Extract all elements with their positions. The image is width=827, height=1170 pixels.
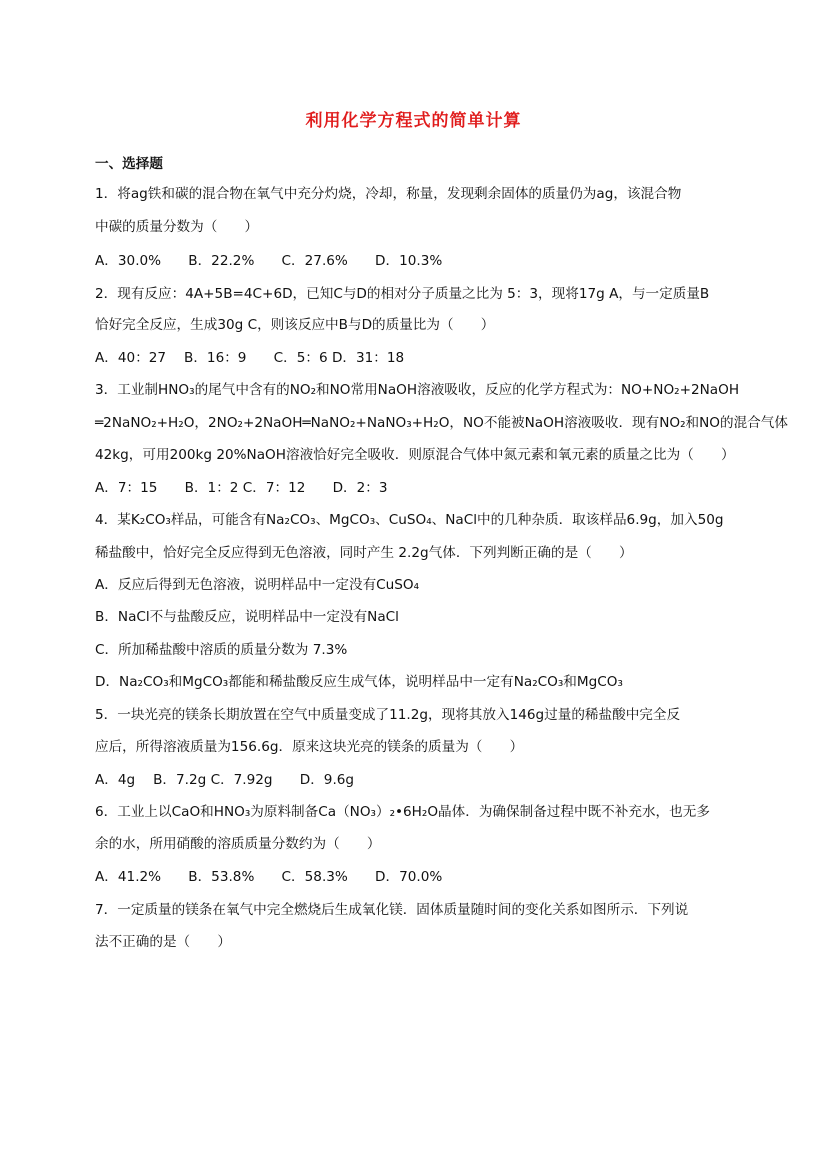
section-heading: 一、选择题 — [95, 156, 163, 172]
question-4-option-b: B．NaCl不与盐酸反应，说明样品中一定没有NaCl — [95, 609, 399, 625]
question-4-option-a: A．反应后得到无色溶液，说明样品中一定没有CuSO₄ — [95, 577, 420, 593]
question-3-line-1: 3．工业制HNO₃的尾气中含有的NO₂和NO常用NaOH溶液吸收，反应的化学方程式为：NO+NO₂+2NaOH — [95, 382, 740, 398]
question-5-line-2: 应后，所得溶液质量为156.6g．原来这块光亮的镁条的质量为（ ） — [95, 739, 524, 755]
question-6-options: A．41.2% B．53.8% C．58.3% D．70.0% — [95, 869, 443, 885]
question-4-line-1: 4．某K₂CO₃样品，可能含有Na₂CO₃、MgCO₃、CuSO₄、NaCl中的几种杂质．取该样品6.9g，加入50g — [95, 512, 724, 528]
question-6-line-2: 余的水，所用硝酸的溶质质量分数约为（ ） — [95, 836, 381, 852]
question-1-line-2: 中碳的质量分数为（ ） — [95, 219, 259, 235]
question-1-options: A．30.0% B．22.2% C．27.6% D．10.3% — [95, 253, 443, 269]
question-3-options: A．7：15 B．1：2 C．7：12 D．2：3 — [95, 480, 388, 496]
question-7-line-1: 7．一定质量的镁条在氧气中完全燃烧后生成氧化镁．固体质量随时间的变化关系如图所示．下列说 — [95, 902, 689, 918]
question-3-line-2: ═2NaNO₂+H₂O，2NO₂+2NaOH═NaNO₂+NaNO₃+H₂O，NO不能被NaOH溶液吸收．现有NO₂和NO的混合气体 — [95, 415, 788, 431]
question-4-option-d: D．Na₂CO₃和MgCO₃都能和稀盐酸反应生成气体，说明样品中一定有Na₂CO₃和MgCO₃ — [95, 674, 623, 690]
question-7-line-2: 法不正确的是（ ） — [95, 934, 231, 950]
question-2-options: A．40：27 B．16：9 C．5：6 D．31：18 — [95, 350, 405, 366]
document-title: 利用化学方程式的简单计算 — [305, 111, 522, 131]
question-2-line-2: 恰好完全反应，生成30g C，则该反应中B与D的质量比为（ ） — [95, 317, 495, 333]
question-2-line-1: 2．现有反应：4A+5B=4C+6D，已知C与D的相对分子质量之比为 5：3，现将17g A，与一定质量B — [95, 286, 710, 302]
question-5-line-1: 5．一块光亮的镁条长期放置在空气中质量变成了11.2g，现将其放入146g过量的稀盐酸中完全反 — [95, 707, 681, 723]
question-5-options: A．4g B．7.2g C．7.92g D．9.6g — [95, 772, 355, 788]
question-3-line-3: 42kg，可用200kg 20%NaOH溶液恰好完全吸收．则原混合气体中氮元素和氧元素的质量之比为（ ） — [95, 447, 735, 463]
question-4-option-c: C．所加稀盐酸中溶质的质量分数为 7.3% — [95, 642, 348, 658]
question-4-line-2: 稀盐酸中，恰好完全反应得到无色溶液，同时产生 2.2g气体．下列判断正确的是（ ） — [95, 545, 633, 561]
question-6-line-1: 6．工业上以CaO和HNO₃为原料制备Ca（NO₃）₂•6H₂O晶体．为确保制备过程中既不补充水，也无多 — [95, 804, 710, 820]
question-1-line-1: 1．将ag铁和碳的混合物在氧气中充分灼烧，冷却，称量，发现剩余固体的质量仍为ag，该混合物 — [95, 186, 682, 202]
